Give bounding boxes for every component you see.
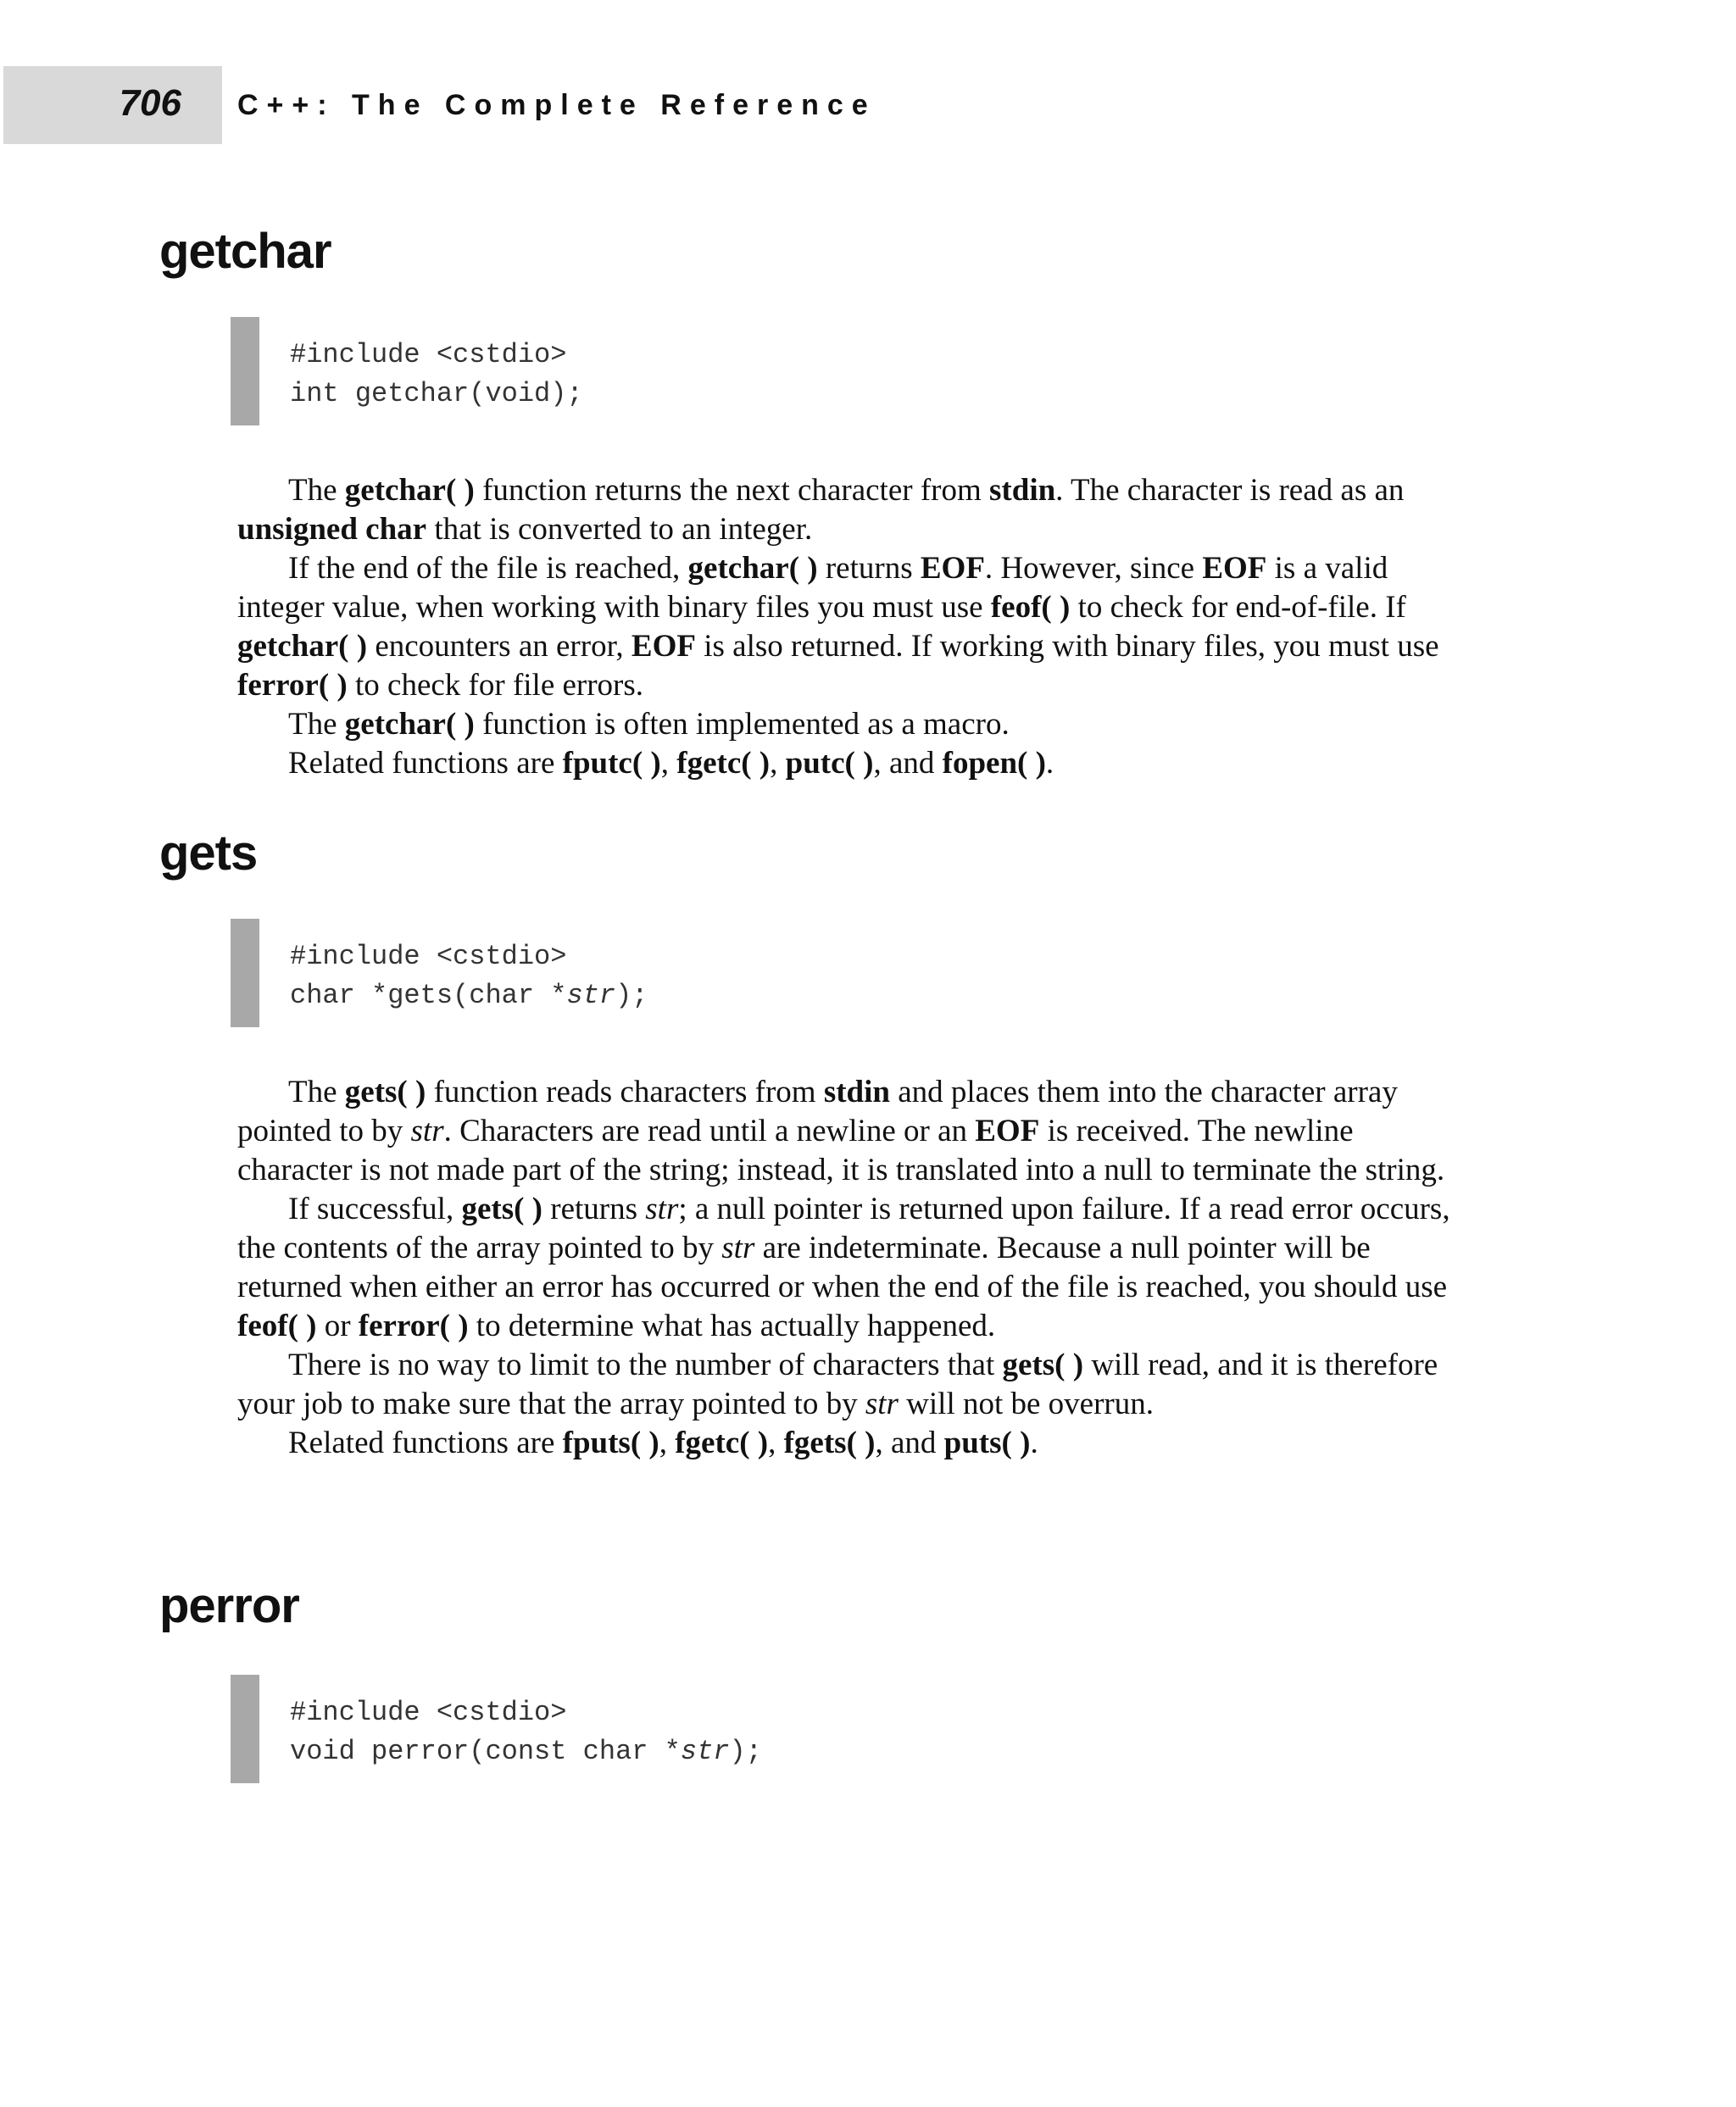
text-run: ; a null pointer is returned upon failure. If a read error occurs, the contents of the array pointed to by xyxy=(237,1192,1450,1265)
bold-term: gets( ) xyxy=(1002,1348,1084,1382)
italic-term: str xyxy=(865,1387,899,1421)
text-run: #include <cstdio> xyxy=(290,941,567,972)
text-run: will not be overrun. xyxy=(898,1387,1154,1421)
italic-term: str xyxy=(721,1231,755,1265)
paragraph xyxy=(237,744,1475,783)
bold-term: EOF xyxy=(631,629,696,664)
text-run: , xyxy=(770,746,786,781)
paragraph xyxy=(237,1346,1475,1424)
bold-term: ferror( ) xyxy=(237,668,348,703)
text-run: encounters an error, xyxy=(367,629,632,664)
text-run: are indeterminate. Because a null pointer will be returned when either an error has occurred or when the end of the file is reached, you should use xyxy=(237,1231,1448,1304)
text-run: There is no way to limit to the number of characters that xyxy=(288,1348,1003,1382)
text-run: Related functions are xyxy=(288,1426,563,1460)
text-run: The xyxy=(288,707,345,742)
text-run: , and xyxy=(875,1426,944,1460)
text-run: to check for end-of-file. If xyxy=(1070,590,1406,625)
text-run: will read, and it is therefore your job to make sure that the array pointed to by xyxy=(237,1348,1438,1421)
text-run: is also returned. If working with binary files, you must use xyxy=(695,629,1439,664)
text-run: , and xyxy=(873,746,943,781)
code-line xyxy=(290,1732,762,1771)
code-lines xyxy=(290,1693,762,1771)
section-heading: gets xyxy=(159,826,258,881)
code-block xyxy=(231,919,1502,1027)
bold-term: getchar( ) xyxy=(344,473,475,508)
bold-term: EOF xyxy=(975,1114,1040,1148)
bold-term: gets( ) xyxy=(461,1192,543,1226)
code-lines xyxy=(290,336,583,414)
bold-term: stdin xyxy=(989,473,1056,508)
text-run: and places them into the character array pointed to by xyxy=(237,1075,1398,1148)
code-lines xyxy=(290,937,648,1015)
bold-term: fgets( ) xyxy=(783,1426,876,1460)
code-line xyxy=(290,1693,762,1732)
text-run: function reads characters from xyxy=(426,1075,824,1109)
paragraph xyxy=(237,471,1475,549)
paragraph xyxy=(237,705,1475,744)
bold-term: fputs( ) xyxy=(562,1426,659,1460)
text-run: , xyxy=(659,1426,676,1460)
text-run: void perror(const char * xyxy=(290,1736,681,1767)
text-run: If successful, xyxy=(288,1192,462,1226)
italic-term: str xyxy=(410,1114,444,1148)
text-run: is a valid integer value, when working with binary files you must use xyxy=(237,551,1388,625)
text-run: . However, since xyxy=(984,551,1203,586)
bold-term: ferror( ) xyxy=(358,1309,469,1343)
text-run: that is converted to an integer. xyxy=(426,512,813,547)
bold-term: getchar( ) xyxy=(687,551,818,586)
bold-term: feof( ) xyxy=(990,590,1071,625)
italic-term: str xyxy=(680,1736,730,1767)
text-run: function is often implemented as a macro. xyxy=(474,707,1010,742)
running-header xyxy=(0,66,1736,144)
bold-term: EOF xyxy=(920,551,985,586)
bold-term: stdin xyxy=(823,1075,890,1109)
paragraph xyxy=(237,549,1475,705)
code-bar xyxy=(231,919,259,1027)
text-run: , xyxy=(660,746,677,781)
text-run: Related functions are xyxy=(288,746,563,781)
text-run: is received. The newline character is not made part of the string; instead, it is translated into a null to terminate the string. xyxy=(237,1114,1445,1187)
code-line xyxy=(290,976,648,1015)
text-run: . Characters are read until a newline or an xyxy=(443,1114,976,1148)
bold-term: putc( ) xyxy=(785,746,874,781)
code-block xyxy=(231,317,1502,425)
section-heading: getchar xyxy=(159,224,331,279)
text-run: char *gets(char * xyxy=(290,980,567,1011)
code-bar xyxy=(231,1675,259,1783)
bold-term: puts( ) xyxy=(943,1426,1031,1460)
italic-term: str xyxy=(566,980,616,1011)
code-block xyxy=(231,1675,1502,1783)
code-bar xyxy=(231,317,259,425)
text-run: The xyxy=(288,1075,345,1109)
code-line xyxy=(290,375,583,414)
bold-term: fputc( ) xyxy=(562,746,661,781)
bold-term: getchar( ) xyxy=(344,707,475,742)
text-run: or xyxy=(316,1309,359,1343)
bold-term: feof( ) xyxy=(237,1309,317,1343)
text-run: #include <cstdio> xyxy=(290,339,567,370)
text-run: returns xyxy=(817,551,921,586)
text-run: int getchar(void); xyxy=(290,378,583,409)
section-heading: perror xyxy=(159,1578,299,1633)
page-number: 706 xyxy=(119,82,181,124)
paragraph xyxy=(237,1190,1475,1346)
description xyxy=(237,1073,1475,1463)
text-run: ); xyxy=(615,980,648,1011)
bold-term: fgetc( ) xyxy=(675,1426,769,1460)
text-run: function returns the next character from xyxy=(474,473,990,508)
bold-term: EOF xyxy=(1202,551,1267,586)
bold-term: fgetc( ) xyxy=(676,746,771,781)
bold-term: fopen( ) xyxy=(942,746,1046,781)
text-run: #include <cstdio> xyxy=(290,1697,567,1728)
page-number-tab xyxy=(3,66,222,144)
bold-term: gets( ) xyxy=(344,1075,426,1109)
paragraph xyxy=(237,1424,1475,1463)
text-run: to check for file errors. xyxy=(347,668,644,703)
text-run: to determine what has actually happened. xyxy=(468,1309,996,1343)
text-run: , xyxy=(768,1426,784,1460)
text-run: If the end of the file is reached, xyxy=(288,551,688,586)
text-run: returns xyxy=(542,1192,646,1226)
code-line xyxy=(290,336,583,375)
bold-term: unsigned char xyxy=(237,512,427,547)
italic-term: str xyxy=(645,1192,679,1226)
paragraph xyxy=(237,1073,1475,1190)
text-run: . The character is read as an xyxy=(1055,473,1405,508)
text-run: . xyxy=(1045,746,1054,781)
text-run: The xyxy=(288,473,345,508)
description xyxy=(237,471,1475,783)
bold-term: getchar( ) xyxy=(237,629,368,664)
code-line xyxy=(290,937,648,976)
text-run: . xyxy=(1030,1426,1038,1460)
book-title: C++: The Complete Reference xyxy=(237,89,876,121)
text-run: ); xyxy=(729,1736,762,1767)
